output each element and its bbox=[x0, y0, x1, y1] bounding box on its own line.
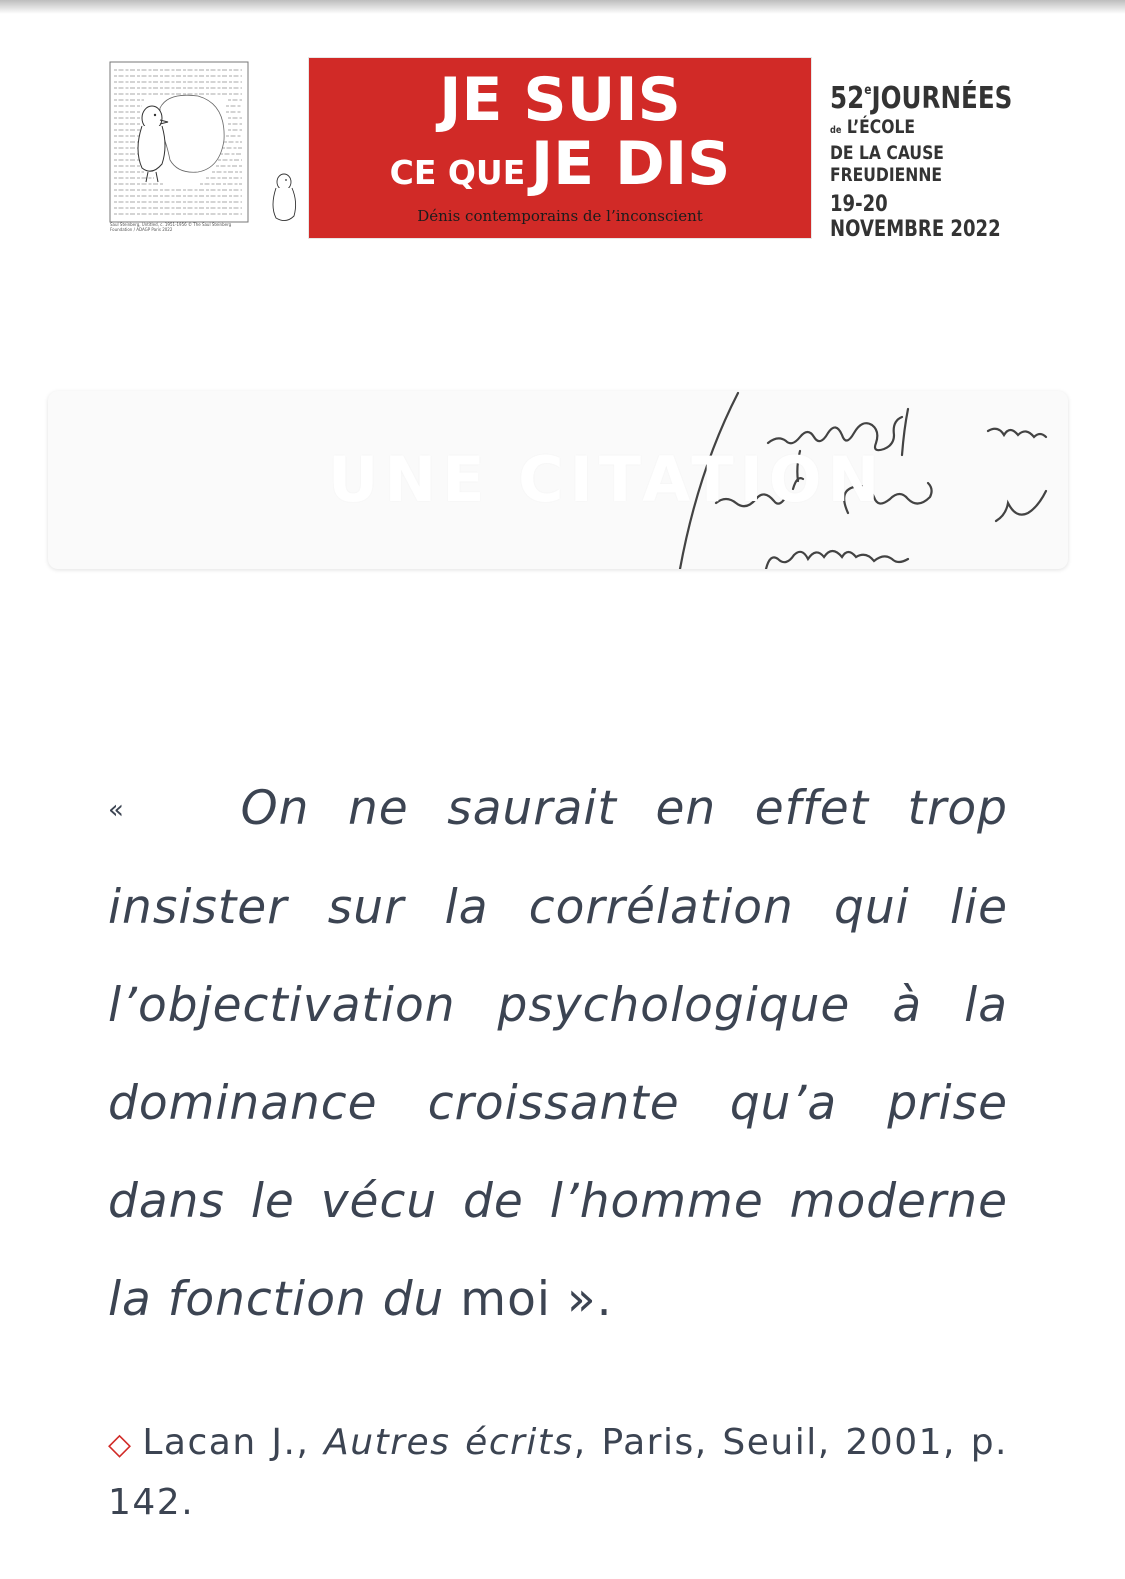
conference-title-panel bbox=[309, 58, 811, 238]
artwork-credit: Saul Steinberg, Untitled, c. 1951-1956 © The Saul Steinberg Foundation / ADAGP Paris 2022 bbox=[110, 222, 232, 232]
event-org-line-1 bbox=[830, 116, 976, 142]
title-line-2-big: JE DIS bbox=[530, 129, 731, 199]
quote-text: On ne saurait en effet trop insister sur la corrélation qui lie l’objectivation psychologique à la dominance croissante qu’a prise dans le vécu de l’homme moderne la fonction du bbox=[108, 781, 1008, 1327]
section-banner-citation bbox=[48, 391, 1068, 569]
event-org-line-2: DE LA CAUSE bbox=[830, 142, 944, 164]
quote-text-moi: moi bbox=[460, 1272, 551, 1327]
top-edge-shadow bbox=[0, 0, 1125, 14]
event-org-de: de bbox=[830, 125, 842, 136]
quote-open-mark: « bbox=[108, 795, 125, 825]
citation-author: Lacan J., bbox=[142, 1422, 310, 1463]
steinberg-artwork bbox=[108, 60, 304, 235]
citation-book-title: Autres écrits bbox=[324, 1422, 574, 1463]
event-title bbox=[830, 74, 1013, 116]
event-org-line-3: FREUDIENNE bbox=[830, 164, 943, 186]
event-info bbox=[830, 74, 1013, 242]
event-number-suffix: e bbox=[864, 83, 872, 98]
quote-close-mark: ». bbox=[566, 1272, 613, 1327]
quote-block bbox=[108, 760, 1008, 1349]
title-line-2 bbox=[309, 129, 811, 211]
citation-details: , Paris, Seuil, 2001, p. 142. bbox=[108, 1422, 1008, 1523]
citation-reference bbox=[108, 1414, 1008, 1532]
title-line-1: JE SUIS bbox=[439, 65, 681, 135]
conference-subtitle: Dénis contemporains de l’inconscient bbox=[417, 207, 703, 225]
event-header-banner[interactable] bbox=[108, 56, 1013, 242]
title-line-2-small: CE QUE bbox=[389, 153, 526, 192]
diamond-outline-icon: ◇ bbox=[108, 1427, 135, 1462]
event-month-year: NOVEMBRE 2022 bbox=[830, 217, 1001, 242]
event-org-ecole: L’ÉCOLE bbox=[846, 116, 916, 138]
event-dates: 19-20 bbox=[830, 192, 888, 217]
section-banner-title: UNE CITATION bbox=[328, 443, 886, 516]
event-number: 52 bbox=[830, 81, 865, 116]
event-title-text: JOURNÉES bbox=[871, 81, 1013, 116]
